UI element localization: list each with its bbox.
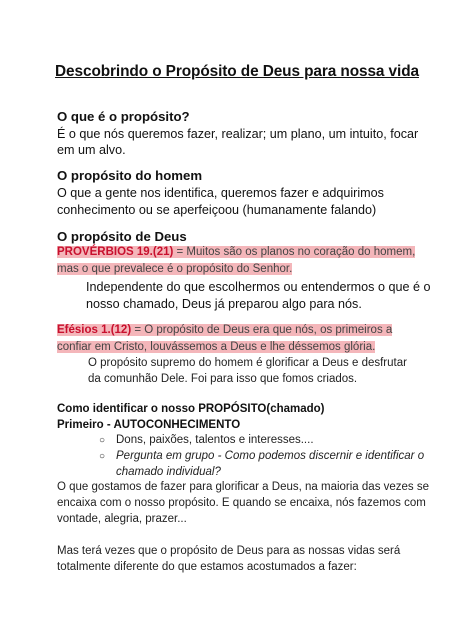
list-item-continuation: chamado individual? [116,466,221,478]
paragraph-line: encaixa com o nosso propósito. E quando se encaixa, nós fazemos com [57,497,426,509]
paragraph-line: O que a gente nos identifica, queremos fazer e adquirimos [57,186,384,200]
verse-text: = Muitos são os planos no coração do homem, [173,246,416,258]
bullet-icon: ○ [99,451,106,462]
paragraph-line: conhecimento ou se aperfeiçoou (humanamente falando) [57,203,377,217]
paragraph-line: vontade, alegria, prazer... [57,513,187,525]
document-title: Descobrindo o Propósito de Deus para nossa vida [55,63,419,80]
paragraph-line: O que gostamos de fazer para glorificar a Deus, na maioria das vezes se [57,481,430,493]
verse-line [57,341,375,353]
bullet-icon: ○ [99,435,106,446]
verse-reference: PROVÉRBIOS 19.(21) [57,246,174,258]
paragraph-line: totalmente diferente do que estamos acostumados a fazer: [57,561,357,573]
heading-purpose-of-god: O propósito de Deus [57,229,187,244]
paragraph-line: Mas terá vezes que o propósito de Deus para as nossas vidas será [57,545,401,557]
paragraph-line: em um alvo. [57,143,126,157]
verse-line [57,324,392,336]
paragraph-line: Independente do que escolhermos ou entendermos o que é o [86,280,431,294]
heading-purpose-of-man: O propósito do homem [57,168,203,183]
subheading-first: Primeiro - AUTOCONHECIMENTO [57,419,241,431]
heading-how-to-identify: Como identificar o nosso PROPÓSITO(chamado) [57,403,325,415]
paragraph-line: nosso chamado, Deus já preparou algo para nós. [86,297,362,311]
verse-text: = O propósito de Deus era que nós, os primeiros a [131,324,393,336]
list-item: Dons, paixões, talentos e interesses.... [116,434,314,446]
verse-line [57,246,415,258]
list-item: Pergunta em grupo - Como podemos discernir e identificar o [116,450,425,462]
verse-reference: Efésios 1.(12) [57,324,132,336]
verse-text: confiar em Cristo, louvássemos a Deus e lhe déssemos glória. [57,341,376,353]
verse-text: mas o que prevalece é o propósito do Senhor. [57,263,293,275]
paragraph-line: da comunhão Dele. Foi para isso que fomos criados. [88,373,358,385]
paragraph-line: O propósito supremo do homem é glorificar a Deus e desfrutar [88,357,407,369]
paragraph-line: É o que nós queremos fazer, realizar; um plano, um intuito, focar [57,127,419,141]
verse-line [57,263,292,275]
heading-what-is-purpose: O que é o propósito? [57,109,190,124]
